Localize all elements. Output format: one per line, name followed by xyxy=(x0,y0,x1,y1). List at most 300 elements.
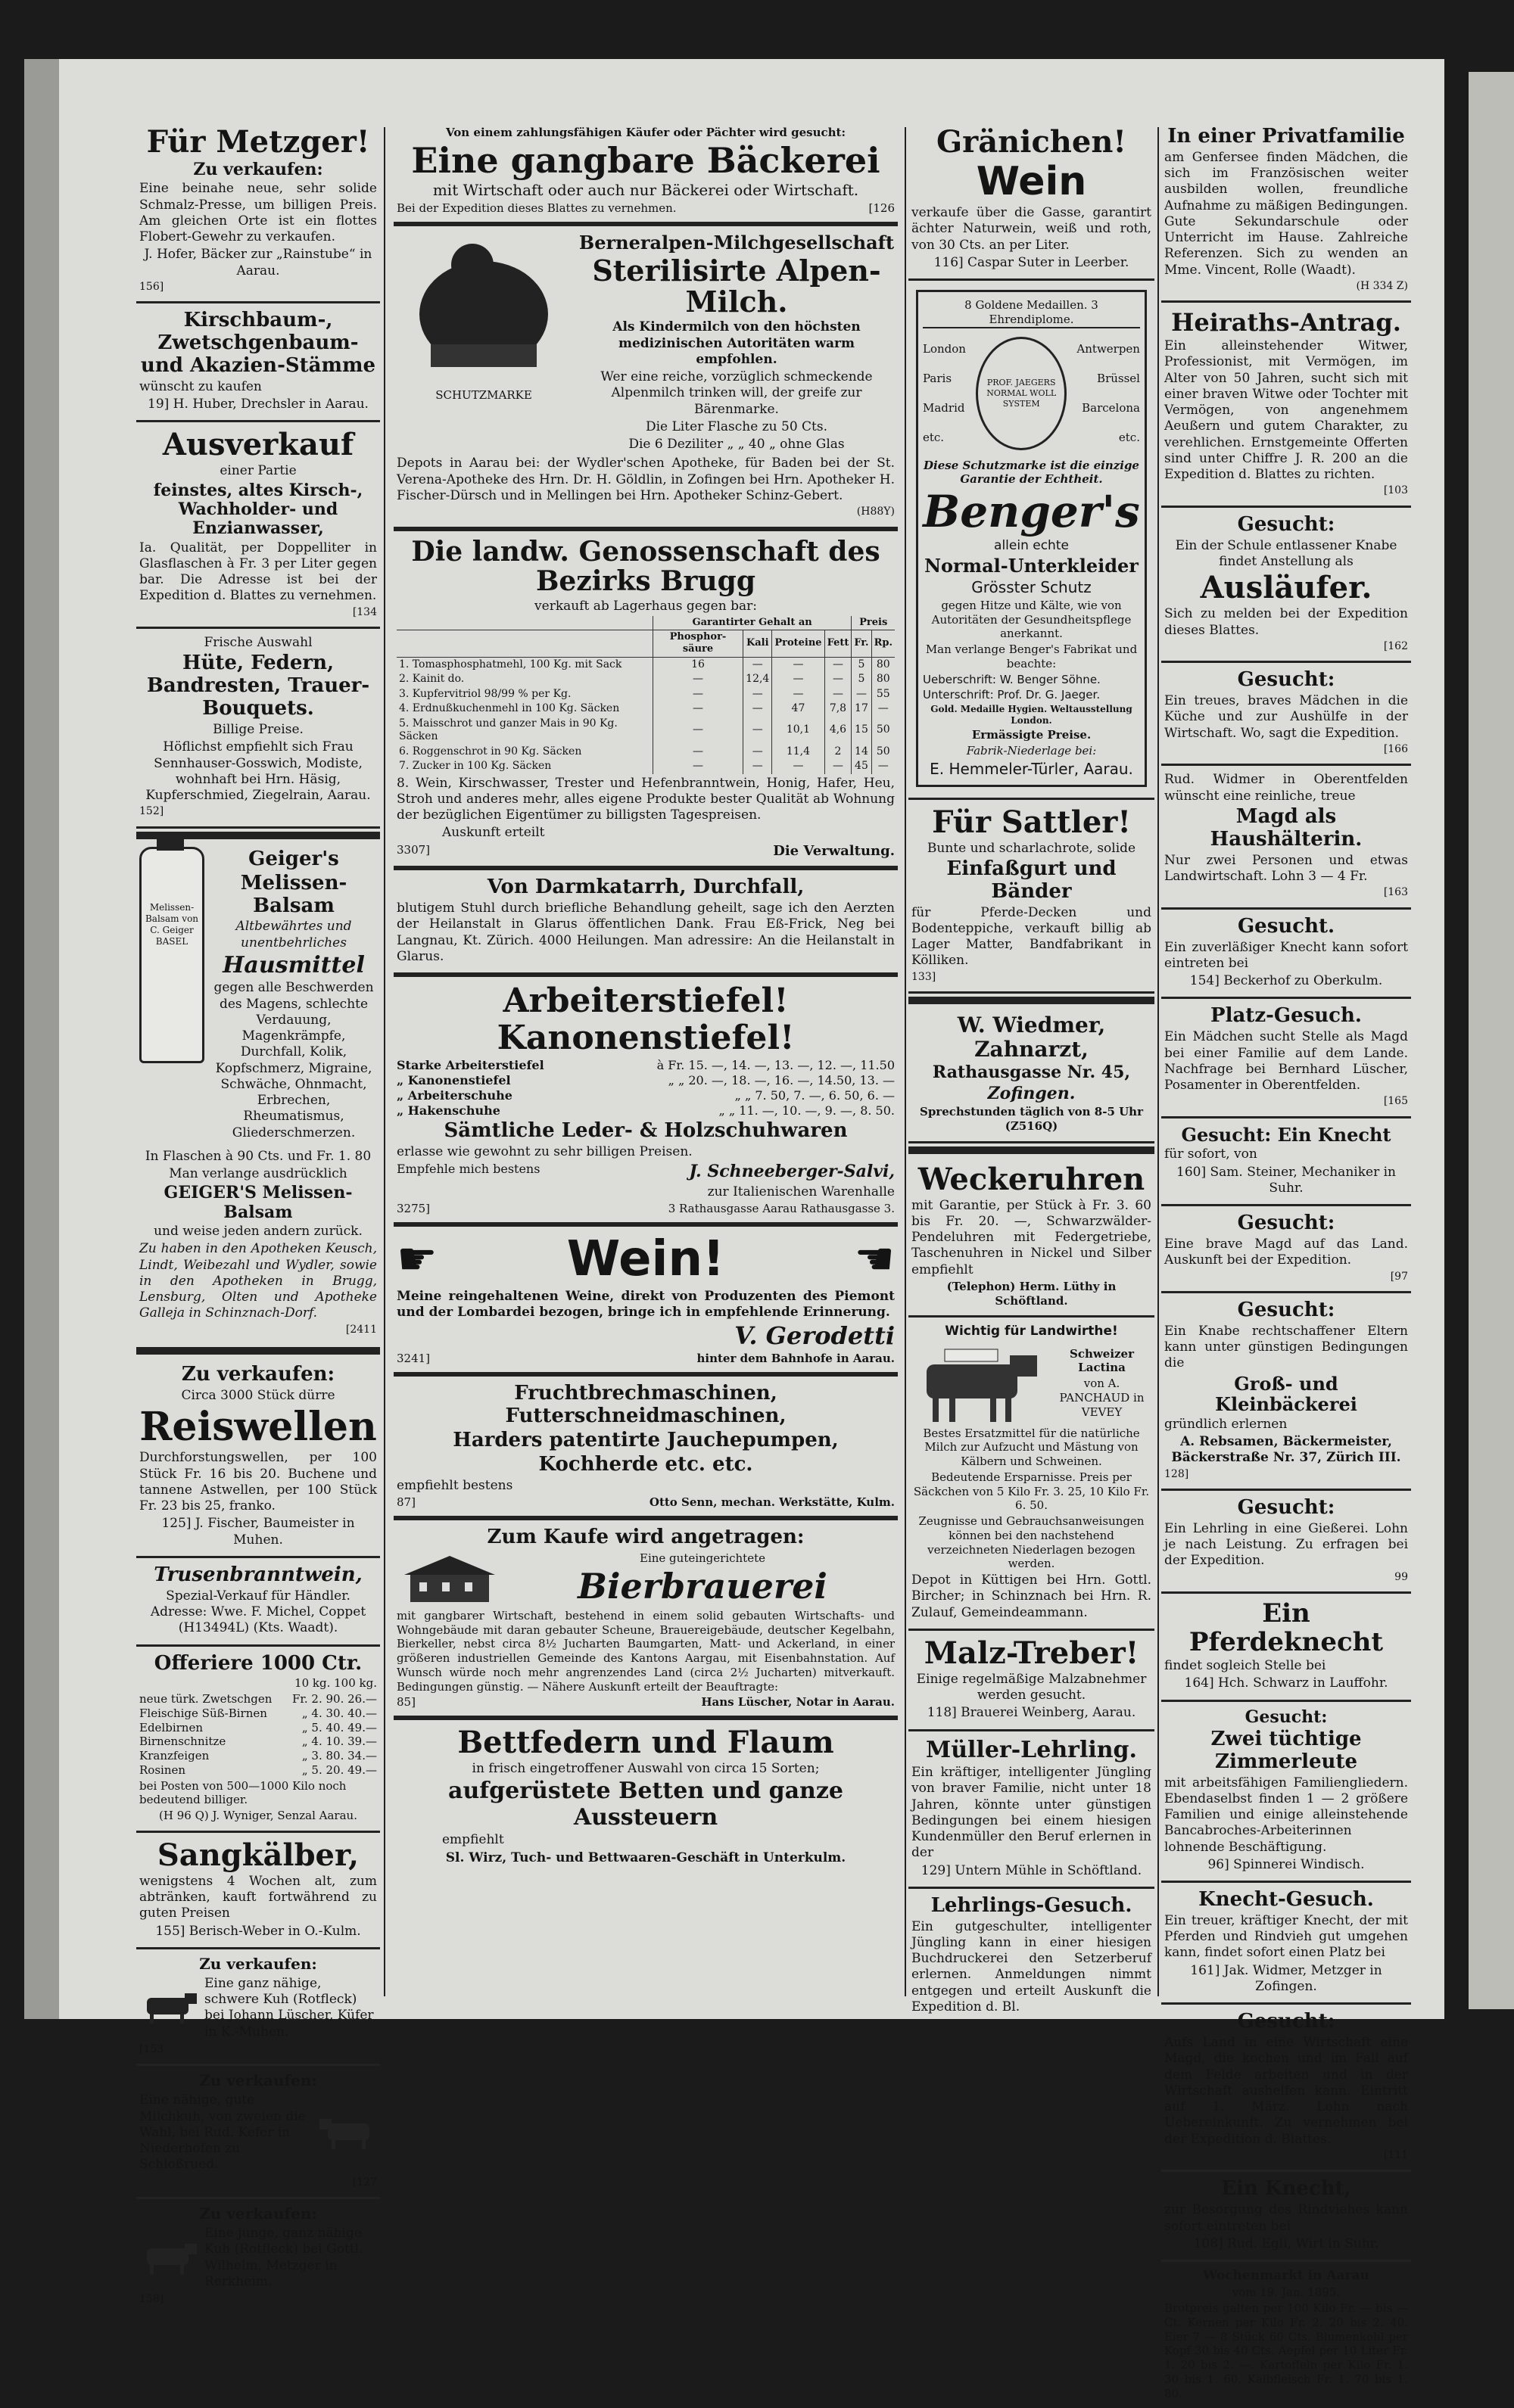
ad-signature: Sl. Wirz, Tuch- und Bettwaaren-Geschäft in Unterkulm. xyxy=(445,1850,846,1865)
balsam-bottle-icon xyxy=(139,847,204,1063)
ad-graenichen-wein xyxy=(908,120,1154,281)
table-cell-value: — xyxy=(653,702,743,717)
market-date: vom 19. Jan. 1895. xyxy=(1232,2285,1341,2300)
ad-title: Bettfedern und Flaum xyxy=(457,1725,834,1761)
ad-baeckerei xyxy=(394,120,898,226)
table-cell-value: — xyxy=(653,759,743,774)
ad-magd-haushaelterin xyxy=(1161,766,1411,909)
ad-alpenmilch xyxy=(394,226,898,530)
ad-note: Sich zu melden bei der Expedition dieses Blattes. xyxy=(1164,606,1408,638)
table-row xyxy=(397,717,895,745)
ad-address: 3 Rathausgasse Aarau Rathausgasse 3. xyxy=(668,1201,895,1215)
column-rule xyxy=(905,127,906,1996)
ad-weckeruhren xyxy=(908,1157,1154,1318)
ad-privatfamilie xyxy=(1161,120,1411,303)
bottle-cap xyxy=(157,834,184,851)
ad-note: Ueberschrift: W. Benger Söhne. xyxy=(923,672,1101,686)
ad-signature: 160] Sam. Steiner, Mechaniker in Suhr. xyxy=(1176,1164,1396,1196)
ad-where: Zu haben in den Apotheken Keusch, Lindt, Weibezahl und Wydler, sowie in den Apotheken in Brugg, Lensburg, Olten und Apotheke Galleja in Schinznach-Dorf. xyxy=(139,1241,377,1321)
ad-title: Wichtig für Landwirthe! xyxy=(945,1324,1118,1339)
ad-kuh-1 xyxy=(136,1949,380,2067)
ad-body: Höflichst empfiehlt sich Frau Sennhauser-Gosswich, Modiste, wohnhaft bei Hrn. Häsig, Kupferschmied, Ziegelrain, Aarau. xyxy=(145,739,371,804)
ad-note: und weise jeden andern zurück. xyxy=(154,1224,363,1240)
table-cell-value: 50 xyxy=(871,745,895,760)
ad-body: gegen alle Beschwerden des Magens, schlechte Verdauung, Magenkrämpfe, Durchfall, Kolik, Kopfschmerz, Migraine, Schwäche, Ohnmacht, Erbrechen, Rheumatismus, Gliederschmerzen. xyxy=(213,980,374,1140)
ad-title: Gesucht: xyxy=(1237,2010,1335,2033)
table-cell-value: — xyxy=(824,657,852,672)
table-cell-value: — xyxy=(743,745,772,760)
price-100kg: 26.— xyxy=(347,1692,377,1706)
ad-body: Ein Lehrling in eine Gießerei. Lohn je nach Leistung. Zu erfragen bei der Expedition. xyxy=(1164,1520,1408,1569)
table-cell-value: 12,4 xyxy=(743,672,772,687)
ad-headline: Wein xyxy=(976,159,1087,204)
ad-body: Aufs Land in eine Wirtschaft eine Magd, die kochen und im Fall auf dem Felde arbeiten und in der Wirtschaft aushelfen kann. Eintritt auf 1. März. Lohn nach Uebereinkunft. Zu vernehmen bei der Expedition d. Blattes. xyxy=(1164,2035,1408,2147)
cow-icon xyxy=(139,1989,200,2027)
ad-body: Ein alleinstehender Witwer, Professionist, mit Vermögen, im Alter von 50 Jahren, sucht sich mit einer braven Witwe oder Tochter mit Vermögen, von angenehmem Aeußern und gutem Charakter, zu verehlichen. Ernstgemeinte Offerten sind unter Chiffre J. R. 200 an die Expedition d. Blattes zu richten. xyxy=(1164,338,1408,483)
ad-title: Wein! xyxy=(566,1230,725,1287)
ad-name: GEIGER'S Melissen-Balsam xyxy=(164,1183,353,1222)
ad-price: Ermässigte Preise. xyxy=(971,728,1092,742)
market-report xyxy=(1161,2262,1411,2408)
ad-code: 158] xyxy=(139,2293,164,2306)
column-rule xyxy=(1157,127,1159,1996)
ad-headline: Sterilisirte Alpen-Milch. xyxy=(592,253,881,319)
ad-ein-knecht xyxy=(1161,1118,1411,1206)
table-column-header: Fett xyxy=(824,630,852,658)
trademark-caption: SCHUTZMARKE xyxy=(435,388,532,403)
table-cell-value: — xyxy=(653,672,743,687)
ad-address: Rathausgasse Nr. 45, xyxy=(932,1062,1131,1083)
city-label: etc. xyxy=(1118,430,1140,444)
ad-title: Die landw. Genossenschaft des Bezirks Brugg xyxy=(411,535,880,598)
ad-ausverkauf xyxy=(136,422,380,629)
price-row xyxy=(139,1734,377,1749)
ad-note: Man verlange ausdrücklich xyxy=(169,1166,347,1182)
boot-item: „ Kanonenstiefel xyxy=(397,1072,511,1087)
ad-signature: 96] Spinnerei Windisch. xyxy=(1207,1856,1365,1872)
ad-subtitle: Zu verkaufen: xyxy=(193,160,323,179)
ad-body: Eine brave Magd auf das Land. Auskunft bei der Expedition. xyxy=(1164,1237,1408,1268)
table-column-header: Fr. xyxy=(852,630,871,658)
ad-body: mit gangbarer Wirtschaft, bestehend in einem solid gebauten Wirtschafts- und Wohngebäude mit daran gebauter Scheune, Brauereigebäude, deutscher Kegelbahn, Bierkeller, nebst circa 8½ Jucharten Baumgarten, Matt- und Ackerland, in einer größeren industriellen Gemeinde des Kantons Aargau, mit Eisenbahnstation. Auf Wunsch würde noch mehr angrenzendes Land (circa 2½ Jucharten) mitverkauft. Bedingungen günstig. — Nähere Auskunft erteilt der Beauftragte: xyxy=(397,1608,895,1694)
ad-pretitle: Von einem zahlungsfähigen Käufer oder Pächter wird gesucht: xyxy=(446,126,846,139)
price-100kg: 49.— xyxy=(347,1762,377,1777)
ad-rindvieh-knecht xyxy=(1161,2172,1411,2262)
divider-bar xyxy=(908,997,1154,1004)
ad-signature: 118] Brauerei Weinberg, Aarau. xyxy=(927,1705,1136,1721)
table-cell-value: — xyxy=(653,717,743,745)
ad-code: [134 xyxy=(352,605,377,618)
ad-note: empfiehlt bestens xyxy=(397,1477,513,1493)
adjacent-page-edge xyxy=(1469,72,1514,2009)
ad-offeriere xyxy=(136,1647,380,1833)
ad-title: Trusenbranntwein, xyxy=(154,1563,363,1586)
ad-code: (H88Y) xyxy=(856,506,895,518)
ad-body: Ia. Qualität, per Doppelliter in Glasflaschen à Fr. 3 per Liter gegen bar. Die Adresse ist bei der Expedition d. Blattes zu vernehmen. xyxy=(139,540,377,604)
table-cell-value: — xyxy=(743,702,772,717)
ad-title: Ein Knecht, xyxy=(1221,2177,1351,2201)
brewery-building-icon xyxy=(397,1552,503,1605)
ad-signature: 161] Jak. Widmer, Metzger in Zofingen. xyxy=(1190,1962,1382,1994)
table-cell-value: — xyxy=(772,759,824,774)
ad-pretitle: Frische Auswahl xyxy=(204,635,313,651)
table-cell-value: 5 xyxy=(852,657,871,672)
divider-bar xyxy=(908,1146,1154,1154)
ad-note: bei Posten von 500—1000 Kilo noch bedeutend billiger. xyxy=(139,1778,347,1807)
ad-code: [103 xyxy=(1383,484,1408,497)
ad-giesserei xyxy=(1161,1491,1411,1594)
city-label: Barcelona xyxy=(1082,400,1140,415)
boot-price-row xyxy=(397,1058,895,1073)
ad-metzger xyxy=(136,120,380,303)
ad-note: Nur zwei Personen und etwas Landwirtschaft. Lohn 3 — 4 Fr. xyxy=(1164,852,1408,884)
ad-body: Eine beinahe neue, sehr solide Schmalz-Presse, um billigen Preis. Am gleichen Orte ist ein flottes Flobert-Gewehr zu verkaufen. xyxy=(139,181,377,245)
table-cell-value: 80 xyxy=(871,657,895,672)
table-cell-value: — xyxy=(743,687,772,702)
ad-zahnarzt xyxy=(908,1007,1154,1143)
ad-body: Bunte und scharlachrote, solide xyxy=(927,840,1136,856)
boot-price-row xyxy=(397,1088,895,1103)
ad-town: Zofingen. xyxy=(987,1083,1076,1103)
ad-signature: (H 96 Q) J. Wyniger, Senzal Aarau. xyxy=(159,1809,357,1823)
table-column-header: Proteine xyxy=(772,630,824,658)
ad-brand: Schweizer Lactina xyxy=(1070,1346,1134,1375)
ad-body: mit arbeitsfähigen Familiengliedern. Ebendaselbst finden 1 — 2 größere Familien und einige alleinstehende Bancabroches-Arbeiterinnen lohnende Beschäftigung. xyxy=(1164,1775,1408,1855)
ad-title: W. Wiedmer, Zahnarzt, xyxy=(957,1013,1106,1062)
price-10kg: „ 5. 40. xyxy=(301,1720,344,1734)
table-row xyxy=(397,672,895,687)
ad-pferdeknecht xyxy=(1161,1594,1411,1701)
ad-body: Ein gutgeschulter, intelligenter Jüngling kann in einer hiesigen Buchdruckerei den Setzerberuf erlernen. Anmeldungen nimmt entgegen und erteilt Auskunft die Expedition d. Bl. xyxy=(911,1918,1151,2014)
ad-genossenschaft xyxy=(394,531,898,871)
ad-kirschbaum xyxy=(136,303,380,422)
ad-code: 156] xyxy=(139,280,164,293)
ad-title: Melissen-Balsam xyxy=(240,871,347,917)
bear-trademark-icon xyxy=(400,231,567,382)
ad-title: Gesucht: xyxy=(1237,1299,1335,1322)
ad-code: 3307] xyxy=(397,842,431,857)
table-cell-value: — xyxy=(653,687,743,702)
ad-body: für sofort, von xyxy=(1164,1146,1257,1162)
pointing-hand-right-icon: ☛ xyxy=(397,1232,438,1286)
ad-body: Wer eine reiche, vorzüglich schmeckende Alpenmilch trinken will, der greife zur Bärenmarke. xyxy=(600,369,873,417)
cow-illustration-icon xyxy=(911,1342,1048,1425)
ad-note: Empfehle mich bestens xyxy=(397,1162,540,1177)
table-cell-value: — xyxy=(743,717,772,745)
seal-text: PROF. JAEGERS NORMAL WOLL SYSTEM xyxy=(986,378,1057,409)
ad-body: Rud. Widmer in Oberentfelden wünscht eine reinliche, treue xyxy=(1164,772,1408,804)
table-cell-value: — xyxy=(743,657,772,672)
ad-depot: Depot in Küttigen bei Hrn. Gottl. Bircher; in Schinznach bei Hrn. R. Zulauf, Gemeindeammann. xyxy=(911,1573,1151,1620)
ad-body: Spezial-Verkauf für Händler. Adresse: Wwe. F. Michel, Coppet (H13494L) (Kts. Waadt). xyxy=(150,1588,366,1636)
table-cell-item: 1. Tomasphosphatmehl, 100 Kg. mit Sack xyxy=(399,658,622,670)
ad-bierbrauerei xyxy=(394,1520,898,1720)
ad-title: Arbeiterstiefel! Kanonenstiefel! xyxy=(497,982,795,1057)
price-100kg: 49.— xyxy=(347,1720,377,1734)
table-cell-value: 47 xyxy=(772,702,824,717)
ad-title: Weckeruhren xyxy=(917,1161,1145,1197)
ad-note: Unterschrift: Prof. Dr. G. Jaeger. xyxy=(923,688,1101,702)
benger-box xyxy=(916,290,1147,786)
ad-hours: Sprechstunden täglich von 8-5 Uhr (Z516Q) xyxy=(919,1105,1143,1133)
ad-signature: J. Hofer, Bäcker zur „Rainstube“ in Aarau. xyxy=(144,247,372,278)
ad-sattler xyxy=(908,800,1154,994)
bottle-label: Melissen-Balsam von C. Geiger BASEL xyxy=(145,901,199,947)
ad-darmkatarrh xyxy=(394,870,898,977)
ad-headline: Magd als Haushälterin. xyxy=(1210,804,1363,851)
ad-body: findet sogleich Stelle bei xyxy=(1164,1658,1326,1674)
ad-title: Zu verkaufen: xyxy=(199,1954,317,1973)
table-cell-item: 3. Kupfervitriol 98/99 % per Kg. xyxy=(399,687,572,700)
ad-headline: Sämtliche Leder- & Holzschuhwaren xyxy=(444,1118,848,1142)
price-row xyxy=(139,1692,377,1706)
price-10kg: Fr. 2. 90. xyxy=(291,1692,344,1706)
ad-title: Geiger's xyxy=(248,847,339,870)
ad-code: [162 xyxy=(1383,639,1408,652)
ad-subtitle: Altbewährtes und unentbehrliches xyxy=(235,919,352,950)
price-item: Fleischige Süß-Birnen xyxy=(139,1706,267,1720)
table-row xyxy=(397,657,895,672)
table-cell-item: 2. Kainit do. xyxy=(399,673,465,686)
column-1 xyxy=(136,120,380,2314)
ad-address: hinter dem Bahnhofe in Aarau. xyxy=(696,1352,895,1366)
ad-wirtschaft-magd xyxy=(1161,2005,1411,2172)
ad-title: Kirschbaum-, Zwetschgenbaum- und Akazien-Stämme xyxy=(140,309,376,378)
ad-signature: Otto Senn, mechan. Werkstätte, Kulm. xyxy=(649,1495,895,1509)
city-label: London xyxy=(923,341,966,356)
ad-body: Ein Mädchen sucht Stelle als Magd bei einer Familie auf dem Lande. Nachfrage bei Bernhard Lüscher, Posamenter in Oberentfelden. xyxy=(1164,1029,1408,1094)
ad-code: [111 xyxy=(1383,2148,1408,2161)
price-item: Rosinen xyxy=(139,1762,186,1777)
ad-title: Platz-Gesuch. xyxy=(1210,1004,1362,1028)
city-label: Antwerpen xyxy=(1076,341,1140,356)
ad-note: Auskunft erteilt xyxy=(442,825,545,841)
ad-code: 128] xyxy=(1164,1467,1189,1480)
table-column-header: Rp. xyxy=(871,630,895,658)
price-10kg: „ 4. 30. xyxy=(301,1706,344,1720)
ad-code: [153 xyxy=(139,2042,164,2055)
table-row xyxy=(397,687,895,702)
ad-title: Gesucht. xyxy=(1237,914,1335,938)
seal-caption: Diese Schutzmarke ist die einzige Garantie der Echtheit. xyxy=(924,458,1139,487)
ad-title: Zu verkaufen: xyxy=(199,2204,317,2223)
ad-reiswellen xyxy=(136,1358,380,1558)
product-table xyxy=(397,616,895,774)
table-cell-value: 10,1 xyxy=(772,717,824,745)
table-column-header: Kali xyxy=(743,630,772,658)
divider-bar xyxy=(136,1347,380,1355)
table-cell-value: — xyxy=(824,687,852,702)
ad-goods: feinstes, altes Kirsch-, Wachholder- und Enzianwasser, xyxy=(153,480,363,539)
ad-mueller-lehrling xyxy=(908,1731,1154,1889)
ad-wein xyxy=(394,1227,898,1377)
table-cell-value: — xyxy=(824,672,852,687)
ad-code: 3275] xyxy=(397,1201,431,1215)
ad-signature: 125] J. Fischer, Baumeister in Muhen. xyxy=(161,1516,355,1548)
price-100kg: 34.— xyxy=(347,1749,377,1763)
ad-code: 87] xyxy=(397,1495,416,1509)
ad-signature: 155] Berisch-Weber in O.-Kulm. xyxy=(155,1923,361,1939)
ad-note: Zeugnisse und Gebrauchsanweisungen können bei den nachstehend verzeichneten Niederlagen bezogen werden. xyxy=(918,1514,1145,1571)
ad-price: Die Liter Flasche zu 50 Cts. xyxy=(645,418,828,434)
price-row xyxy=(139,1749,377,1763)
boot-prices: „ „ 20. —, 18. —, 16. —, 14.50, 13. — xyxy=(668,1072,895,1087)
ad-subtitle: Eine guteingerichtete xyxy=(640,1551,765,1566)
ad-knecht-gesuch xyxy=(1161,1883,1411,2005)
ad-body: Eine nähige, gute Milchkuh, von zweien die Wahl, bei Rud. Kefer in Niederhofen zu Schloßrued. xyxy=(139,2092,306,2173)
ad-title: Sangkälber, xyxy=(157,1837,360,1873)
ad-zimmerleute xyxy=(1161,1702,1411,1884)
ad-code: [126 xyxy=(868,201,895,216)
table-cell-value: — xyxy=(824,759,852,774)
ad-title: Ein Pferdeknecht xyxy=(1188,1598,1384,1657)
cow-icon xyxy=(139,2239,200,2277)
ad-signature: 154] Beckerhof zu Oberkulm. xyxy=(1189,973,1383,989)
price-10kg: „ 5. 20. xyxy=(301,1762,344,1777)
ad-gesucht-maedchen xyxy=(1161,663,1411,766)
table-cell-item: 4. Erdnußkuchenmehl in 100 Kg. Säcken xyxy=(399,702,620,715)
city-label: Brüssel xyxy=(1097,371,1140,385)
ad-title: Knecht-Gesuch. xyxy=(1198,1888,1374,1912)
ad-code: [2411 xyxy=(345,1323,377,1336)
price-row xyxy=(139,1706,377,1721)
ad-title: Hüte, Federn, Bandresten, Trauer-Bouquets. xyxy=(146,652,370,720)
ad-title: Reiswellen xyxy=(139,1404,377,1451)
boot-prices: „ „ 11. —, 10. —, 9. —, 8. 50. xyxy=(718,1103,895,1118)
ad-signature: 116] Caspar Suter in Leerber. xyxy=(933,254,1129,270)
ad-title: Für Metzger! xyxy=(146,124,370,160)
ad-geiger xyxy=(136,842,380,1344)
ad-body: Ein Knabe rechtschaffener Eltern kann unter günstigen Bedingungen die xyxy=(1164,1323,1408,1371)
ad-body: Bestes Ersatzmittel für die natürliche Milch zur Aufzucht und Mästung von Kälbern und Schweinen. xyxy=(923,1426,1140,1469)
ad-subtitle: Circa 3000 Stück dürre xyxy=(181,1387,335,1403)
table-cell-item: 7. Zucker in 100 Kg. Säcken xyxy=(399,760,552,773)
ad-body: mit Wirtschaft oder auch nur Bäckerei oder Wirtschaft. xyxy=(432,181,859,200)
table-cell-value: — xyxy=(743,759,772,774)
table-cell-value: 15 xyxy=(852,717,871,745)
ad-signature: E. Hemmeler-Türler, Aarau. xyxy=(930,759,1133,778)
page-binding-edge xyxy=(24,59,59,2019)
price-list xyxy=(139,1692,377,1778)
ad-code: (H 334 Z) xyxy=(1356,279,1408,292)
ad-title: Gesucht: xyxy=(1237,1496,1335,1520)
column-2 xyxy=(394,120,898,1874)
ad-gesucht-knecht xyxy=(1161,910,1411,1000)
ad-title: Malz-Treber! xyxy=(924,1635,1139,1671)
ad-title: Ausverkauf xyxy=(162,427,354,463)
table-row-item-8: 8. Wein, Kirschwasser, Trester und Hefenbranntwein, Honig, Hafer, Heu, Stroh und anderes mehr, alles eigene Produkte bester Qualität ab Wohnung der bezüglichen Eigentümer zu billigsten Tagespreisen. xyxy=(397,775,895,823)
newspaper-page xyxy=(24,59,1444,2400)
ad-title: Kochherde etc. etc. xyxy=(538,1452,753,1476)
price-100kg: 40.— xyxy=(347,1706,377,1720)
table-cell-value: — xyxy=(871,759,895,774)
ad-title: Gesucht: Ein Knecht xyxy=(1181,1123,1391,1146)
ad-price: Bedeutende Ersparnisse. Preis per Säckchen von 5 Kilo Fr. 3. 25, 10 Kilo Fr. 6. 50. xyxy=(913,1470,1150,1513)
ad-body: Ein der Schule entlassener Knabe findet Anstellung als xyxy=(1175,537,1397,570)
ad-code: [163 xyxy=(1383,886,1408,899)
benger-seal-icon xyxy=(976,337,1067,450)
ad-title: Bierbrauerei xyxy=(578,1566,827,1607)
table-cell-value: 16 xyxy=(653,657,743,672)
ad-note: Man verlange Benger's Fabrikat und beachte: xyxy=(925,642,1138,670)
ad-body: Meine reingehaltenen Weine, direkt von Produzenten des Piemont und der Lombardei bezogen, bringe ich in empfehlende Erinnerung. xyxy=(397,1288,895,1321)
pointing-hand-left-icon: ☚ xyxy=(854,1232,895,1286)
table-row xyxy=(397,745,895,760)
ad-subtitle: in frisch eingetroffener Auswahl von circa 15 Sorten; xyxy=(472,1761,820,1777)
ad-benger xyxy=(908,281,1154,799)
ad-title: In einer Privatfamilie xyxy=(1167,125,1405,148)
ad-body: am Genfersee finden Mädchen, die sich im Französischen weiter ausbilden wollen, freundliche Aufnahme zu mäßigen Bedingungen. Gute Sekundarschule oder Unterricht im Hause. Zahlreiche Referenzen. Sich zu wenden an Mme. Vincent, Rolle (Waadt). xyxy=(1164,149,1408,278)
table-cell-value: — xyxy=(871,702,895,717)
ad-title: Für Sattler! xyxy=(932,804,1131,840)
table-cell-value: — xyxy=(772,657,824,672)
ad-trusen xyxy=(136,1558,380,1647)
city-label: etc. xyxy=(923,430,945,444)
ad-sangkaelber xyxy=(136,1833,380,1949)
ad-signature: (Telephon) Herm. Lüthy in Schöftland. xyxy=(946,1279,1117,1308)
ad-subtitle: einer Partie xyxy=(220,463,297,479)
table-cell-value: 55 xyxy=(871,687,895,702)
cow-icon xyxy=(316,2114,377,2152)
ad-maker: von A. PANCHAUD in VEVEY xyxy=(1059,1377,1145,1419)
ad-price: Die 6 Deziliter „ „ 40 „ ohne Glas xyxy=(628,437,845,453)
table-header: Preis xyxy=(852,616,895,630)
ad-depots: Depots in Aarau bei: der Wydler'schen Apotheke, für Baden bei der St. Verena-Apotheke des Hrn. Dr. H. Göldlin, in Zofingen bei Hrn. Apotheker H. Fischer-Dürsch und in Mellingen bei Hrn. Apotheker Schinz-Gebert. xyxy=(397,456,895,503)
ad-title: Gesucht: xyxy=(1237,512,1335,536)
ad-title: Gränichen! xyxy=(936,124,1126,160)
ad-body: mit Garantie, per Stück à Fr. 3. 60 bis Fr. 20. —, Schwarzwälder-Pendeluhren mit Federgetriebe, Taschenuhren in Nickel und Silber empfiehlt xyxy=(911,1197,1151,1277)
ad-lactina xyxy=(908,1318,1154,1631)
ad-note: Bei der Expedition dieses Blattes zu vernehmen. xyxy=(397,201,677,216)
table-cell-value: — xyxy=(653,745,743,760)
ad-body: Durchforstungswellen, per 100 Stück Fr. 16 bis 20. Buchene und tannene Astwellen, per 100 Stück Fr. 23 bis 25, franko. xyxy=(139,1450,377,1514)
ad-lehrlings-gesuch xyxy=(908,1889,1154,2023)
ad-title: Zu verkaufen: xyxy=(199,2071,317,2090)
table-cell-value: 14 xyxy=(852,745,871,760)
ad-title: Heiraths-Antrag. xyxy=(1171,308,1401,338)
table-cell-item: 6. Roggenschrot in 90 Kg. Säcken xyxy=(399,745,582,758)
ad-headline: Einfaßgurt und Bänder xyxy=(946,857,1117,903)
ad-code: 133] xyxy=(911,970,936,983)
ad-code: [166 xyxy=(1383,742,1408,755)
price-header: 10 kg. 100 kg. xyxy=(294,1676,377,1691)
ad-body: Eine junge, ganz nähige Kuh (Rotfleck) bei Gottl. Wilhelm, Metzger in Rerkheim. xyxy=(204,2226,363,2289)
ad-signature: Hans Lüscher, Notar in Aarau. xyxy=(701,1695,895,1710)
ad-kuh-2 xyxy=(136,2066,380,2199)
table-row xyxy=(397,702,895,717)
table-row xyxy=(397,759,895,774)
ad-note: Fabrik-Niederlage bei: xyxy=(966,743,1097,758)
ad-body: blutigem Stuhl durch briefliche Behandlung geheilt, sage ich den Aerzten der Heilanstalt in Glarus öffentlichen Dank. Frau Eß-Frick, Neg bei Langnau, Kt. Zürich. 4000 Heilungen. Man adressire: An die Heilanstalt in Glarus. xyxy=(397,901,895,964)
ad-headline: Grösster Schutz xyxy=(971,577,1092,596)
ad-pretitle: Gesucht: xyxy=(1245,1706,1328,1727)
ad-title: Fruchtbrechmaschinen, Futterschneidmaschinen, xyxy=(505,1381,787,1427)
ad-heiraths-antrag xyxy=(1161,303,1411,508)
ad-note: gründlich erlernen xyxy=(1164,1416,1288,1432)
ad-platz-gesuch xyxy=(1161,999,1411,1118)
ad-title: Lehrlings-Gesuch. xyxy=(930,1893,1132,1917)
table-header: Garantirter Gehalt an xyxy=(653,616,852,630)
ad-maschinen xyxy=(394,1377,898,1520)
ad-body: Ein treuer, kräftiger Knecht, der mit Pferden und Rindvieh gut umgehen kann, findet sofort einen Platz bei xyxy=(1164,1912,1408,1961)
city-label: Madrid xyxy=(923,400,965,415)
ad-title: Benger's xyxy=(923,486,1140,538)
ad-gesucht-auslaeufer xyxy=(1161,508,1411,663)
ad-subtitle: verkauft ab Lagerhaus gegen bar: xyxy=(534,598,757,614)
ad-baeckerlehrling xyxy=(1161,1293,1411,1491)
boot-prices: „ „ 7. 50, 7. —, 6. 50, 6. — xyxy=(734,1087,895,1103)
ad-title: Berneralpen-Milchgesellschaft xyxy=(578,232,895,254)
